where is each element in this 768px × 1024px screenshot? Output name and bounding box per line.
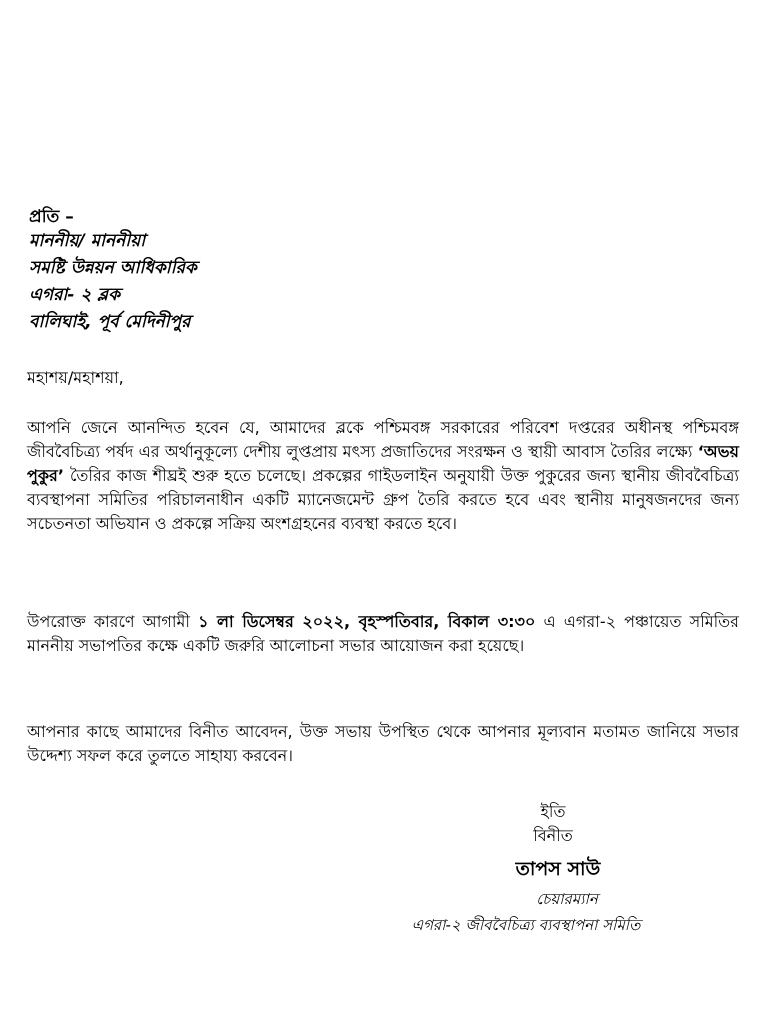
addressee-designation: সমষ্টি উন্নয়ন আধিকারিক [29,258,197,278]
closing-iti: ইতি [540,802,566,821]
body-paragraph-1 [27,416,739,536]
signer-organization: এগরা-২ জীববৈচিত্র্য ব্যবস্থাপনা সমিতি [411,916,641,934]
signer-designation: চেয়ারম্যান [536,890,598,908]
p2-text-a: উপরোক্ত কারণে আগামী [27,612,190,631]
addressee-block [29,206,449,338]
body-paragraph-2 [27,610,739,658]
salutation: মহাশয়/মহাশয়া, [27,368,124,387]
addressee-block-name: এগরা- ২ ব্লক [29,285,121,305]
addressee-location: বালিঘাই, পূর্ব মেদিনীপুর [29,312,191,332]
meeting-datetime-highlight: ১ লা ডিসেম্বর ২০২২, বৃহস্পতিবার, বিকাল ৩:৩০ [198,612,536,631]
closing-block [370,800,700,938]
body-paragraph-3: আপনার কাছে আমাদের বিনীত আবেদন, উক্ত সভায় উপস্থিত থেকে আপনার মূল্যবান মতামত জানিয়ে সভার উদ্দেশ্য সফল করে তুলতে সাহায্য করবেন। [27,722,739,765]
addressee-honorific: মাননীয়/ মাননীয়া [29,231,146,251]
p1-text-b: তৈরির কাজ শীঘ্রই শুরু হতে চলেছে। প্রকল্পের গাইডলাইন অনুযায়ী উক্ত পুকুরের জন্য স্থানীয় জীববৈচিত্র্য ব্যবস্থাপনা সমিতির পরিচালনাধীন একটি ম্যানেজমেন্ট গ্রুপ তৈরি করতে হবে এবং স্থানীয় মানুষজনদের জন্য সচেতনতা অভিযান ও প্রকল্পে সক্রিয় অংশগ্রহনের ব্যবস্থা করতে হবে। [27,466,739,533]
signer-name: তাপস সাউ [515,858,601,880]
closing-binito: বিনীত [533,826,573,845]
p1-text-a: আপনি জেনে আনন্দিত হবেন যে, আমাদের ব্লকে পশ্চিমবঙ্গ সরকারের পরিবেশ দপ্তরের অধীনস্থ পশ্চিমবঙ্গ জীববৈচিত্র্য পর্ষদ এর অর্থানুকূল্যে দেশীয় লুপ্তপ্রায় মৎস্য প্রজাতিদের সংরক্ষন ও স্থায়ী আবাস তৈরির লক্ষ্যে [27,418,739,461]
p2-text-b: এ এগরা-২ পঞ্চায়েত সমিতির মাননীয় সভাপতির কক্ষে একটি জরুরি আলোচনা সভার আয়োজন করা হয়েছে। [27,612,739,655]
project-name-highlight: ‘অভয় পুকুর’ [27,442,739,485]
to-label: প্রতি – [29,207,74,227]
